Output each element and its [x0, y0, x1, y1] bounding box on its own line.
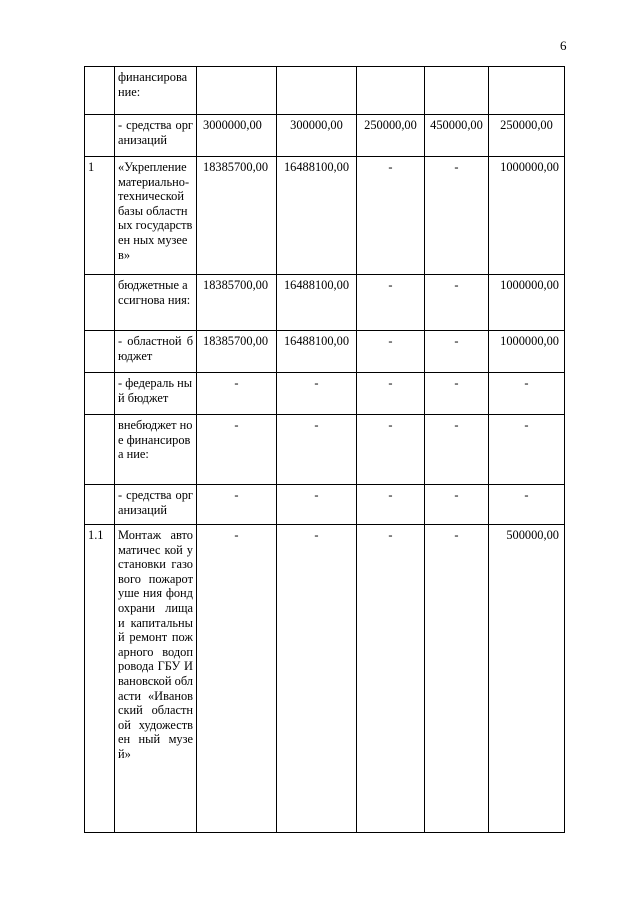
value-cell: 1000000,00: [489, 157, 565, 275]
value-cell: 18385700,00: [197, 157, 277, 275]
table-row: [85, 373, 565, 415]
value-cell: 16488100,00: [277, 157, 357, 275]
value-cell: 18385700,00: [197, 331, 277, 373]
value-cell: -: [425, 373, 489, 415]
row-number: [85, 115, 115, 157]
value-cell: -: [197, 525, 277, 833]
table-row: [85, 485, 565, 525]
value-cell: 250000,00: [489, 115, 565, 157]
row-number: [85, 485, 115, 525]
row-number: [85, 415, 115, 485]
value-cell: -: [357, 157, 425, 275]
value-cell: -: [277, 373, 357, 415]
value-cell: -: [357, 331, 425, 373]
value-cell: [277, 67, 357, 115]
value-cell: [197, 67, 277, 115]
value-cell: [425, 67, 489, 115]
value-cell: -: [197, 373, 277, 415]
row-number: 1: [85, 157, 115, 275]
value-cell: 500000,00: [489, 525, 565, 833]
value-cell: -: [277, 415, 357, 485]
value-cell: [489, 67, 565, 115]
row-number: [85, 373, 115, 415]
row-label: бюджетные ассигнова ния:: [115, 275, 197, 331]
value-cell: -: [425, 525, 489, 833]
value-cell: -: [425, 275, 489, 331]
value-cell: 450000,00: [425, 115, 489, 157]
value-cell: 18385700,00: [197, 275, 277, 331]
row-label: «Укрепление материально-технической базы областных государствен ных музеев»: [115, 157, 197, 275]
row-label: - средства организаций: [115, 485, 197, 525]
value-cell: -: [489, 485, 565, 525]
value-cell: -: [277, 485, 357, 525]
table-row: [85, 157, 565, 275]
value-cell: 3000000,00: [197, 115, 277, 157]
value-cell: -: [489, 415, 565, 485]
value-cell: -: [357, 275, 425, 331]
row-label: - областной бюджет: [115, 331, 197, 373]
financing-table: [84, 66, 565, 833]
value-cell: -: [357, 525, 425, 833]
value-cell: 300000,00: [277, 115, 357, 157]
value-cell: -: [425, 331, 489, 373]
value-cell: -: [357, 415, 425, 485]
value-cell: -: [357, 485, 425, 525]
table-row: [85, 331, 565, 373]
value-cell: -: [197, 415, 277, 485]
row-number: 1.1: [85, 525, 115, 833]
value-cell: [357, 67, 425, 115]
row-label: - федераль ный бюджет: [115, 373, 197, 415]
page-number: 6: [560, 38, 567, 53]
row-label: финансирова ние:: [115, 67, 197, 115]
row-label: внебюджет ное финансирова ние:: [115, 415, 197, 485]
value-cell: 16488100,00: [277, 275, 357, 331]
value-cell: -: [425, 485, 489, 525]
row-number: [85, 67, 115, 115]
row-number: [85, 331, 115, 373]
value-cell: -: [277, 525, 357, 833]
table-row: [85, 275, 565, 331]
row-label: Монтаж автоматичес кой установки газового пожаротуше ния фондохрани лища и капитальный ремонт пожарного водопровода ГБУ Ивановской области «Ивановский областной художествен ный музей»: [115, 525, 197, 833]
value-cell: -: [425, 415, 489, 485]
table-row: [85, 525, 565, 833]
value-cell: -: [197, 485, 277, 525]
row-number: [85, 275, 115, 331]
value-cell: 1000000,00: [489, 331, 565, 373]
value-cell: -: [489, 373, 565, 415]
table-row: [85, 415, 565, 485]
row-label: - средства организаций: [115, 115, 197, 157]
value-cell: 16488100,00: [277, 331, 357, 373]
value-cell: 250000,00: [357, 115, 425, 157]
value-cell: 1000000,00: [489, 275, 565, 331]
table-row: [85, 115, 565, 157]
value-cell: -: [425, 157, 489, 275]
table-row: [85, 67, 565, 115]
value-cell: -: [357, 373, 425, 415]
